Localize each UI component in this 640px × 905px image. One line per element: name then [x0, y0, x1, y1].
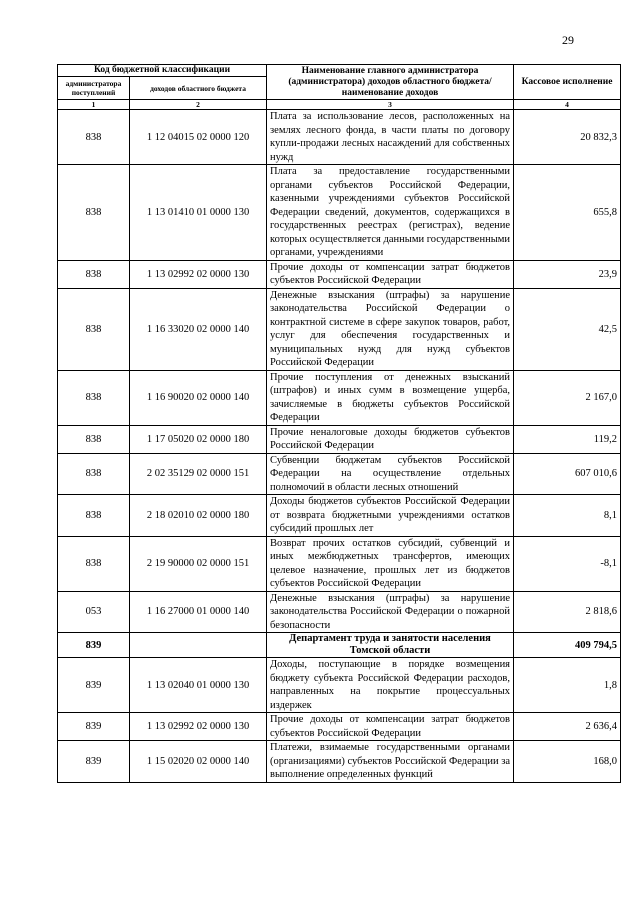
revenue-code-cell: 2 02 35129 02 0000 151	[130, 453, 267, 495]
table-row	[58, 288, 621, 370]
revenue-name-cell: Денежные взыскания (штрафы) за нарушение законодательства Российской Федерации о контрактной системе в сфере закупок товаров, работ, услуг для обеспечения государственных и муниципальных нужд для нужд субъектов Российской Федерации	[267, 288, 514, 370]
amount-cell: 42,5	[514, 288, 621, 370]
revenue-name-cell: Денежные взыскания (штрафы) за нарушение законодательства Российской Федерации о пожарной безопасности	[267, 591, 514, 633]
table-row	[58, 713, 621, 741]
amount-cell: 409 794,5	[514, 633, 621, 658]
revenue-code-cell: 1 13 01410 01 0000 130	[130, 165, 267, 261]
page-number: 29	[562, 33, 574, 47]
header-number-1: 1	[58, 100, 130, 110]
revenue-code-cell: 2 18 02010 02 0000 180	[130, 495, 267, 537]
table-row	[58, 110, 621, 165]
admin-code-cell: 838	[58, 495, 130, 537]
table-row	[58, 370, 621, 425]
revenue-code-cell: 1 13 02992 02 0000 130	[130, 260, 267, 288]
admin-code-cell: 839	[58, 713, 130, 741]
revenue-code-cell: 1 17 05020 02 0000 180	[130, 425, 267, 453]
header-number-4: 4	[514, 100, 621, 110]
revenue-code-cell: 2 19 90000 02 0000 151	[130, 536, 267, 591]
amount-cell: 2 818,6	[514, 591, 621, 633]
admin-code-cell: 838	[58, 288, 130, 370]
admin-code-cell: 838	[58, 425, 130, 453]
amount-cell: 168,0	[514, 741, 621, 783]
revenue-code-cell: 1 16 33020 02 0000 140	[130, 288, 267, 370]
admin-code-cell: 838	[58, 260, 130, 288]
table-row	[58, 495, 621, 537]
revenue-name-cell: Доходы, поступающие в порядке возмещения бюджету субъекта Российской Федерации расходов, направленных на покрытие процессуальных издержек	[267, 658, 514, 713]
revenue-code-cell: 1 15 02020 02 0000 140	[130, 741, 267, 783]
revenue-code-cell: 1 16 90020 02 0000 140	[130, 370, 267, 425]
revenue-name-cell: Платежи, взимаемые государственными органами (организациями) субъектов Российской Федерации за выполнение определенных функций	[267, 741, 514, 783]
amount-cell: 655,8	[514, 165, 621, 261]
header-admin-code: администратора поступлений	[58, 77, 130, 100]
revenue-name-cell: Прочие поступления от денежных взысканий (штрафов) и иных сумм в возмещение ущерба, зачисляемые в бюджеты субъектов Российской Федерации	[267, 370, 514, 425]
revenue-name-cell: Прочие неналоговые доходы бюджетов субъектов Российской Федерации	[267, 425, 514, 453]
revenue-code-cell: 1 13 02040 01 0000 130	[130, 658, 267, 713]
revenue-code-cell: 1 12 04015 02 0000 120	[130, 110, 267, 165]
table-row	[58, 425, 621, 453]
amount-cell: 2 167,0	[514, 370, 621, 425]
table-row	[58, 453, 621, 495]
revenue-name-cell: Возврат прочих остатков субсидий, субвенций и иных межбюджетных трансфертов, имеющих целевое назначение, прошлых лет из бюджетов субъектов Российской Федерации	[267, 536, 514, 591]
admin-code-cell: 839	[58, 633, 130, 658]
header-name: Наименование главного администратора (администратора) доходов областного бюджета/ наименование доходов	[267, 65, 514, 100]
header-budget-classification: Код бюджетной классификации	[58, 65, 267, 77]
amount-cell: 119,2	[514, 425, 621, 453]
revenue-name-cell: Прочие доходы от компенсации затрат бюджетов субъектов Российской Федерации	[267, 713, 514, 741]
amount-cell: 20 832,3	[514, 110, 621, 165]
header-number-3: 3	[267, 100, 514, 110]
admin-code-cell: 838	[58, 536, 130, 591]
header-number-2: 2	[130, 100, 267, 110]
table-row	[58, 741, 621, 783]
admin-code-cell: 838	[58, 165, 130, 261]
admin-code-cell: 839	[58, 741, 130, 783]
admin-code-cell: 839	[58, 658, 130, 713]
admin-code-cell: 053	[58, 591, 130, 633]
amount-cell: 23,9	[514, 260, 621, 288]
table-row	[58, 658, 621, 713]
header-revenue-code: доходов областного бюджета	[130, 77, 267, 100]
header-cash-execution: Кассовое исполнение	[514, 65, 621, 100]
revenue-name-cell: Плата за предоставление государственными органами субъектов Российской Федерации, казенными учреждениями субъектов Российской Федерации сведений, документов, содержащихся в государственных реестрах (регистрах), ведение которых осуществляется данными государственными органами, учреждениями	[267, 165, 514, 261]
table-row	[58, 536, 621, 591]
revenue-name-cell: Прочие доходы от компенсации затрат бюджетов субъектов Российской Федерации	[267, 260, 514, 288]
revenue-code-cell: 1 16 27000 01 0000 140	[130, 591, 267, 633]
table-row	[58, 260, 621, 288]
revenue-name-cell: Плата за использование лесов, расположенных на землях лесного фонда, в части платы по договору купли-продажи лесных насаждений для собственных нужд	[267, 110, 514, 165]
table-row	[58, 165, 621, 261]
table-row	[58, 591, 621, 633]
admin-code-cell: 838	[58, 370, 130, 425]
amount-cell: 2 636,4	[514, 713, 621, 741]
revenue-code-cell	[130, 633, 267, 658]
budget-revenue-table	[57, 64, 621, 783]
table-row-department	[58, 633, 621, 658]
admin-code-cell: 838	[58, 110, 130, 165]
admin-code-cell: 838	[58, 453, 130, 495]
revenue-name-cell: Субвенции бюджетам субъектов Российской Федерации на осуществление отдельных полномочий в области лесных отношений	[267, 453, 514, 495]
revenue-name-cell: Департамент труда и занятости населения Томской области	[267, 633, 514, 658]
amount-cell: 1,8	[514, 658, 621, 713]
amount-cell: 8,1	[514, 495, 621, 537]
revenue-name-cell: Доходы бюджетов субъектов Российской Федерации от возврата бюджетными учреждениями остатков субсидий прошлых лет	[267, 495, 514, 537]
amount-cell: -8,1	[514, 536, 621, 591]
revenue-code-cell: 1 13 02992 02 0000 130	[130, 713, 267, 741]
amount-cell: 607 010,6	[514, 453, 621, 495]
